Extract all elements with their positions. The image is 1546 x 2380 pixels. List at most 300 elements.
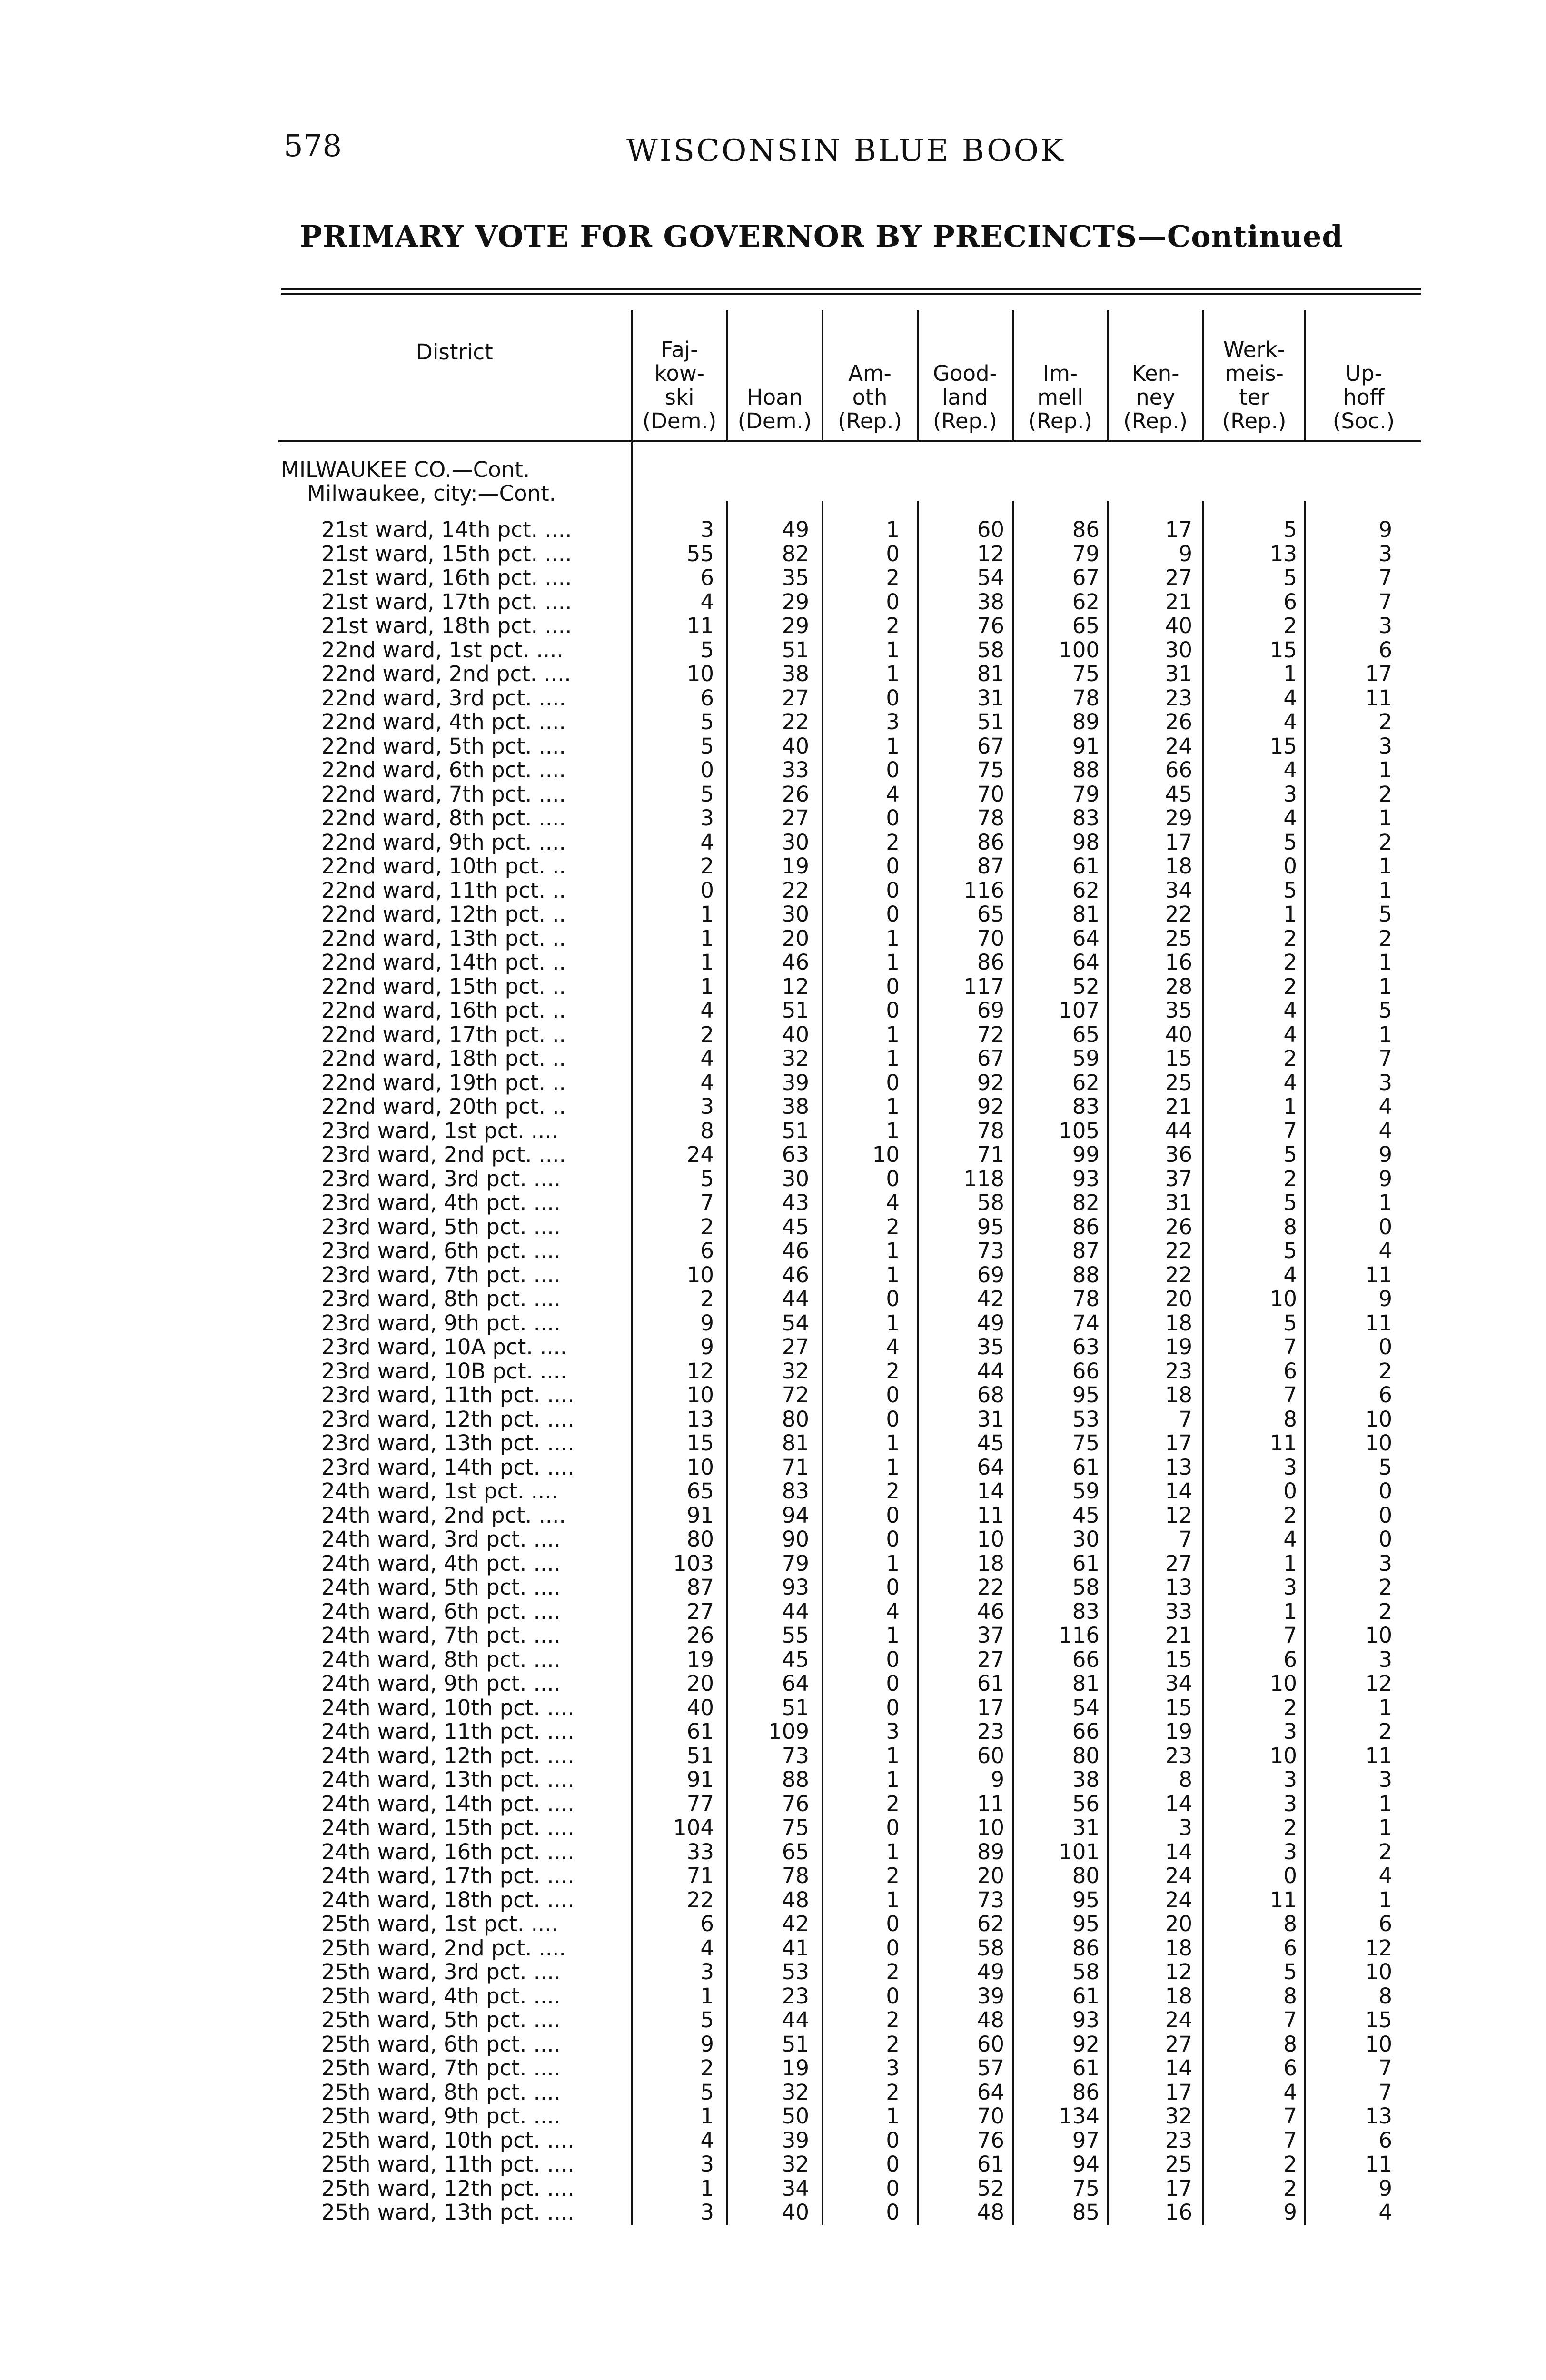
vote-cell-amoth: 1 <box>886 1887 900 1913</box>
vote-cell-werkmeister: 3 <box>1283 1575 1297 1600</box>
vote-cell-kenney: 66 <box>1165 757 1192 783</box>
vote-cell-immell: 62 <box>1072 877 1100 903</box>
vote-cell-werkmeister: 10 <box>1269 1286 1297 1311</box>
vote-cell-kenney: 23 <box>1165 1358 1192 1384</box>
vote-cell-immell: 53 <box>1072 1406 1100 1432</box>
vote-cell-fajkowski: 1 <box>700 2103 714 2129</box>
vote-cell-amoth: 1 <box>886 925 900 951</box>
table-row <box>0 1503 1546 1527</box>
vote-cell-hoan: 32 <box>782 2079 809 2105</box>
vote-cell-fajkowski: 10 <box>686 661 714 686</box>
vote-cell-werkmeister: 4 <box>1283 1070 1297 1095</box>
vote-cell-goodland: 67 <box>977 1046 1004 1071</box>
vote-cell-werkmeister: 5 <box>1283 877 1297 903</box>
vote-cell-goodland: 46 <box>977 1598 1004 1624</box>
table-row <box>0 1190 1546 1215</box>
city-heading: Milwaukee, city:—Cont. <box>307 481 556 506</box>
vote-cell-immell: 95 <box>1072 1382 1100 1408</box>
vote-cell-goodland: 89 <box>977 1839 1004 1864</box>
vote-cell-fajkowski: 0 <box>700 757 714 783</box>
vote-cell-werkmeister: 4 <box>1283 805 1297 831</box>
vote-cell-werkmeister: 2 <box>1283 925 1297 951</box>
district-cell: 21st ward, 18th pct. .... <box>321 613 572 638</box>
vote-cell-kenney: 24 <box>1165 733 1192 759</box>
vote-cell-goodland: 18 <box>977 1550 1004 1576</box>
vote-cell-werkmeister: 0 <box>1283 1863 1297 1888</box>
vote-cell-werkmeister: 7 <box>1283 2103 1297 2129</box>
vote-cell-werkmeister: 1 <box>1283 1598 1297 1624</box>
district-cell: 24th ward, 13th pct. .... <box>321 1767 575 1792</box>
vote-cell-amoth: 0 <box>886 1911 900 1936</box>
running-head: WISCONSIN BLUE BOOK <box>626 133 1065 169</box>
vote-cell-werkmeister: 2 <box>1283 1166 1297 1191</box>
district-cell: 25th ward, 7th pct. .... <box>321 2055 561 2081</box>
column-header-line: ski <box>664 385 694 410</box>
vote-cell-werkmeister: 2 <box>1283 1502 1297 1528</box>
vote-cell-hoan: 71 <box>782 1454 809 1480</box>
vote-cell-goodland: 71 <box>977 1142 1004 1167</box>
vote-cell-amoth: 4 <box>886 1334 900 1359</box>
district-cell: 25th ward, 3rd pct. .... <box>321 1959 561 1984</box>
vote-cell-hoan: 30 <box>782 1166 809 1191</box>
vote-cell-fajkowski: 4 <box>700 998 714 1023</box>
vote-cell-immell: 81 <box>1072 902 1100 927</box>
district-cell: 24th ward, 5th pct. .... <box>321 1575 561 1600</box>
vote-cell-amoth: 1 <box>886 1238 900 1263</box>
vote-cell-fajkowski: 6 <box>700 1238 714 1263</box>
district-cell: 22nd ward, 12th pct. .. <box>321 902 566 927</box>
vote-cell-hoan: 26 <box>782 781 809 807</box>
vote-cell-hoan: 30 <box>782 902 809 927</box>
column-header-line: (Rep.) <box>933 408 997 434</box>
district-cell: 24th ward, 8th pct. .... <box>321 1646 561 1672</box>
vote-cell-hoan: 34 <box>782 2175 809 2201</box>
vote-cell-fajkowski: 2 <box>700 1286 714 1311</box>
vote-cell-immell: 45 <box>1072 1502 1100 1528</box>
vote-cell-goodland: 61 <box>977 1671 1004 1696</box>
vote-cell-immell: 67 <box>1072 565 1100 590</box>
table-row <box>0 1840 1546 1864</box>
vote-cell-kenney: 17 <box>1165 2175 1192 2201</box>
district-cell: 22nd ward, 14th pct. .. <box>321 950 566 975</box>
column-rule-header <box>726 310 728 440</box>
vote-cell-werkmeister: 5 <box>1283 565 1297 590</box>
vote-cell-hoan: 27 <box>782 685 809 711</box>
district-cell: 22nd ward, 17th pct. .. <box>321 1021 566 1047</box>
vote-cell-fajkowski: 61 <box>686 1719 714 1744</box>
table-row <box>0 1455 1546 1479</box>
district-cell: 23rd ward, 9th pct. .... <box>321 1310 561 1336</box>
vote-cell-goodland: 54 <box>977 565 1004 590</box>
vote-cell-werkmeister: 5 <box>1283 1959 1297 1984</box>
table-row <box>0 1647 1546 1672</box>
vote-cell-kenney: 24 <box>1165 1863 1192 1888</box>
table-row <box>0 565 1546 590</box>
district-cell: 22nd ward, 3rd pct. .... <box>321 685 566 711</box>
vote-cell-kenney: 28 <box>1165 973 1192 999</box>
vote-cell-hoan: 51 <box>782 1118 809 1143</box>
vote-cell-goodland: 48 <box>977 2200 1004 2225</box>
vote-cell-fajkowski: 1 <box>700 1983 714 2009</box>
vote-cell-kenney: 3 <box>1179 1815 1192 1840</box>
table-row <box>0 1599 1546 1624</box>
vote-cell-goodland: 73 <box>977 1238 1004 1263</box>
vote-cell-hoan: 88 <box>782 1767 809 1792</box>
vote-cell-immell: 86 <box>1072 1214 1100 1240</box>
vote-cell-werkmeister: 7 <box>1283 2007 1297 2033</box>
vote-cell-kenney: 17 <box>1165 829 1192 855</box>
page-number: 578 <box>284 129 342 164</box>
column-header-line: (Rep.) <box>1222 408 1287 434</box>
table-row <box>0 878 1546 902</box>
table-row <box>0 1335 1546 1359</box>
district-cell: 25th ward, 9th pct. .... <box>321 2103 561 2129</box>
district-cell: 24th ward, 14th pct. .... <box>321 1791 575 1816</box>
vote-cell-goodland: 67 <box>977 733 1004 759</box>
vote-cell-amoth: 0 <box>886 1935 900 1961</box>
table-row <box>0 1888 1546 1912</box>
vote-cell-goodland: 92 <box>977 1094 1004 1119</box>
county-heading: MILWAUKEE CO.—Cont. <box>281 457 530 482</box>
vote-cell-hoan: 40 <box>782 1021 809 1047</box>
vote-cell-hoan: 51 <box>782 637 809 663</box>
district-cell: 24th ward, 6th pct. .... <box>321 1598 561 1624</box>
vote-cell-uphoff: 1 <box>1378 853 1392 879</box>
vote-cell-amoth: 0 <box>886 1695 900 1720</box>
vote-cell-hoan: 73 <box>782 1743 809 1768</box>
vote-cell-amoth: 0 <box>886 805 900 831</box>
vote-cell-amoth: 10 <box>872 1142 900 1167</box>
vote-cell-kenney: 16 <box>1165 950 1192 975</box>
vote-cell-goodland: 38 <box>977 589 1004 615</box>
vote-cell-uphoff: 0 <box>1378 1214 1392 1240</box>
district-cell: 21st ward, 15th pct. .... <box>321 541 572 566</box>
vote-cell-werkmeister: 4 <box>1283 1527 1297 1552</box>
vote-cell-hoan: 22 <box>782 709 809 734</box>
column-header-line: (Soc.) <box>1332 408 1395 434</box>
vote-cell-fajkowski: 104 <box>673 1815 714 1840</box>
table-row <box>0 614 1546 638</box>
column-rule-header <box>1107 310 1109 440</box>
vote-cell-goodland: 20 <box>977 1863 1004 1888</box>
vote-cell-uphoff: 12 <box>1365 1671 1392 1696</box>
district-cell: 25th ward, 8th pct. .... <box>321 2079 561 2105</box>
vote-cell-amoth: 2 <box>886 2031 900 2057</box>
vote-cell-werkmeister: 5 <box>1283 829 1297 855</box>
vote-cell-hoan: 32 <box>782 2152 809 2177</box>
vote-cell-werkmeister: 3 <box>1283 1719 1297 1744</box>
vote-cell-uphoff: 1 <box>1378 1887 1392 1913</box>
vote-cell-kenney: 17 <box>1165 2079 1192 2105</box>
vote-cell-hoan: 53 <box>782 1959 809 1984</box>
vote-cell-uphoff: 7 <box>1378 589 1392 615</box>
vote-cell-uphoff: 9 <box>1378 1166 1392 1191</box>
table-row <box>0 974 1546 999</box>
vote-cell-immell: 85 <box>1072 2200 1100 2225</box>
vote-cell-kenney: 13 <box>1165 1575 1192 1600</box>
vote-cell-kenney: 15 <box>1165 1695 1192 1720</box>
table-row <box>0 1479 1546 1503</box>
column-header-line: Hoan <box>746 385 803 410</box>
column-header-line: ter <box>1239 385 1269 410</box>
vote-cell-fajkowski: 2 <box>700 1214 714 1240</box>
column-header-fajkowski <box>633 338 726 433</box>
vote-cell-kenney: 9 <box>1179 541 1192 566</box>
vote-cell-werkmeister: 10 <box>1269 1743 1297 1768</box>
vote-cell-goodland: 22 <box>977 1575 1004 1600</box>
district-cell: 22nd ward, 19th pct. .. <box>321 1070 566 1095</box>
vote-cell-amoth: 1 <box>886 950 900 975</box>
vote-cell-fajkowski: 4 <box>700 1070 714 1095</box>
top-rule-thick <box>281 288 1421 290</box>
vote-cell-amoth: 4 <box>886 1598 900 1624</box>
vote-cell-goodland: 39 <box>977 1983 1004 2009</box>
table-row <box>0 1239 1546 1263</box>
vote-cell-immell: 82 <box>1072 1190 1100 1215</box>
table-row <box>0 517 1546 542</box>
vote-cell-uphoff: 9 <box>1378 517 1392 542</box>
vote-cell-immell: 86 <box>1072 1935 1100 1961</box>
table-row <box>0 782 1546 806</box>
table-row <box>0 1359 1546 1383</box>
vote-cell-werkmeister: 2 <box>1283 2175 1297 2201</box>
vote-cell-hoan: 49 <box>782 517 809 542</box>
vote-cell-fajkowski: 91 <box>686 1767 714 1792</box>
vote-cell-goodland: 23 <box>977 1719 1004 1744</box>
table-row <box>0 1575 1546 1599</box>
district-cell: 22nd ward, 8th pct. .... <box>321 805 566 831</box>
table-row <box>0 1215 1546 1239</box>
vote-cell-uphoff: 7 <box>1378 565 1392 590</box>
vote-cell-goodland: 31 <box>977 685 1004 711</box>
vote-cell-amoth: 0 <box>886 589 900 615</box>
vote-cell-immell: 62 <box>1072 1070 1100 1095</box>
vote-cell-kenney: 32 <box>1165 2103 1192 2129</box>
district-cell: 25th ward, 12th pct. .... <box>321 2175 575 2201</box>
vote-cell-amoth: 0 <box>886 2127 900 2153</box>
vote-cell-amoth: 1 <box>886 1839 900 1864</box>
vote-cell-immell: 63 <box>1072 1334 1100 1359</box>
vote-cell-werkmeister: 3 <box>1283 1839 1297 1864</box>
vote-cell-fajkowski: 13 <box>686 1406 714 1432</box>
vote-cell-uphoff: 2 <box>1378 709 1392 734</box>
vote-cell-immell: 89 <box>1072 709 1100 734</box>
vote-cell-kenney: 40 <box>1165 613 1192 638</box>
vote-cell-werkmeister: 8 <box>1283 1983 1297 2009</box>
vote-cell-fajkowski: 9 <box>700 1310 714 1336</box>
vote-cell-amoth: 0 <box>886 1646 900 1672</box>
table-row <box>0 710 1546 734</box>
vote-cell-immell: 58 <box>1072 1575 1100 1600</box>
vote-cell-immell: 94 <box>1072 2152 1100 2177</box>
vote-cell-uphoff: 7 <box>1378 2079 1392 2105</box>
vote-cell-uphoff: 1 <box>1378 1791 1392 1816</box>
vote-cell-amoth: 0 <box>886 1983 900 2009</box>
column-header-line: Faj- <box>661 337 698 362</box>
vote-cell-kenney: 19 <box>1165 1719 1192 1744</box>
vote-cell-uphoff: 1 <box>1378 973 1392 999</box>
district-cell: 24th ward, 15th pct. .... <box>321 1815 575 1840</box>
vote-cell-fajkowski: 80 <box>686 1527 714 1552</box>
vote-cell-fajkowski: 40 <box>686 1695 714 1720</box>
table-row <box>0 902 1546 926</box>
vote-cell-kenney: 23 <box>1165 1743 1192 1768</box>
table-row <box>0 1792 1546 1816</box>
vote-cell-immell: 101 <box>1059 1839 1100 1864</box>
vote-cell-hoan: 55 <box>782 1623 809 1648</box>
vote-cell-kenney: 20 <box>1165 1911 1192 1936</box>
district-cell: 22nd ward, 2nd pct. .... <box>321 661 571 686</box>
vote-cell-uphoff: 11 <box>1365 1262 1392 1288</box>
vote-cell-immell: 61 <box>1072 853 1100 879</box>
table-row <box>0 950 1546 974</box>
vote-cell-fajkowski: 5 <box>700 2007 714 2033</box>
district-cell: 25th ward, 1st pct. .... <box>321 1911 558 1936</box>
vote-cell-werkmeister: 2 <box>1283 1695 1297 1720</box>
vote-cell-hoan: 44 <box>782 1598 809 1624</box>
vote-cell-goodland: 81 <box>977 661 1004 686</box>
vote-cell-uphoff: 11 <box>1365 685 1392 711</box>
vote-cell-goodland: 27 <box>977 1646 1004 1672</box>
vote-cell-goodland: 58 <box>977 1190 1004 1215</box>
table-row <box>0 1671 1546 1696</box>
vote-cell-goodland: 48 <box>977 2007 1004 2033</box>
vote-cell-werkmeister: 1 <box>1283 1094 1297 1119</box>
vote-cell-goodland: 86 <box>977 950 1004 975</box>
vote-cell-werkmeister: 5 <box>1283 1238 1297 1263</box>
vote-cell-uphoff: 6 <box>1378 1911 1392 1936</box>
district-cell: 22nd ward, 5th pct. .... <box>321 733 566 759</box>
vote-cell-goodland: 35 <box>977 1334 1004 1359</box>
vote-cell-hoan: 43 <box>782 1190 809 1215</box>
vote-cell-uphoff: 10 <box>1365 1406 1392 1432</box>
vote-cell-amoth: 1 <box>886 1743 900 1768</box>
vote-cell-werkmeister: 7 <box>1283 1334 1297 1359</box>
vote-cell-hoan: 72 <box>782 1382 809 1408</box>
vote-cell-fajkowski: 3 <box>700 1094 714 1119</box>
vote-cell-fajkowski: 55 <box>686 541 714 566</box>
vote-cell-hoan: 83 <box>782 1478 809 1504</box>
vote-cell-uphoff: 2 <box>1378 829 1392 855</box>
vote-cell-goodland: 73 <box>977 1887 1004 1913</box>
district-cell: 22nd ward, 15th pct. .. <box>321 973 566 999</box>
vote-cell-amoth: 0 <box>886 902 900 927</box>
vote-cell-immell: 59 <box>1072 1046 1100 1071</box>
vote-cell-goodland: 12 <box>977 541 1004 566</box>
vote-cell-amoth: 4 <box>886 781 900 807</box>
district-cell: 24th ward, 1st pct. .... <box>321 1478 558 1504</box>
table-row <box>0 1263 1546 1287</box>
vote-cell-amoth: 2 <box>886 2079 900 2105</box>
district-cell: 22nd ward, 1st pct. .... <box>321 637 564 663</box>
vote-cell-fajkowski: 9 <box>700 1334 714 1359</box>
vote-cell-fajkowski: 1 <box>700 973 714 999</box>
vote-cell-fajkowski: 3 <box>700 517 714 542</box>
vote-cell-hoan: 80 <box>782 1406 809 1432</box>
column-header-line: Im- <box>1042 361 1078 386</box>
vote-cell-immell: 95 <box>1072 1911 1100 1936</box>
vote-cell-immell: 86 <box>1072 2079 1100 2105</box>
vote-cell-hoan: 51 <box>782 1695 809 1720</box>
vote-cell-hoan: 42 <box>782 1911 809 1936</box>
column-rule-header <box>822 310 823 440</box>
vote-cell-immell: 116 <box>1059 1623 1100 1648</box>
table-row <box>0 1142 1546 1167</box>
vote-cell-werkmeister: 3 <box>1283 781 1297 807</box>
vote-cell-kenney: 24 <box>1165 2007 1192 2033</box>
vote-cell-fajkowski: 7 <box>700 1190 714 1215</box>
vote-cell-werkmeister: 2 <box>1283 973 1297 999</box>
vote-cell-amoth: 1 <box>886 1310 900 1336</box>
vote-cell-werkmeister: 7 <box>1283 1118 1297 1143</box>
vote-cell-uphoff: 9 <box>1378 2175 1392 2201</box>
vote-cell-kenney: 21 <box>1165 1094 1192 1119</box>
vote-cell-werkmeister: 7 <box>1283 1623 1297 1648</box>
vote-cell-uphoff: 1 <box>1378 1021 1392 1047</box>
vote-cell-immell: 88 <box>1072 1262 1100 1288</box>
vote-cell-immell: 65 <box>1072 613 1100 638</box>
vote-cell-goodland: 70 <box>977 781 1004 807</box>
vote-cell-uphoff: 7 <box>1378 1046 1392 1071</box>
vote-cell-kenney: 14 <box>1165 1839 1192 1864</box>
vote-cell-fajkowski: 6 <box>700 685 714 711</box>
table-row <box>0 2056 1546 2080</box>
vote-cell-uphoff: 1 <box>1378 877 1392 903</box>
vote-cell-hoan: 45 <box>782 1646 809 1672</box>
vote-cell-hoan: 109 <box>768 1719 809 1744</box>
district-cell: 24th ward, 2nd pct. .... <box>321 1502 566 1528</box>
vote-cell-fajkowski: 10 <box>686 1382 714 1408</box>
district-cell: 24th ward, 18th pct. .... <box>321 1887 575 1913</box>
vote-cell-goodland: 64 <box>977 1454 1004 1480</box>
table-row <box>0 686 1546 710</box>
vote-cell-amoth: 0 <box>886 1815 900 1840</box>
table-title: PRIMARY VOTE FOR GOVERNOR BY PRECINCTS—Continued <box>300 219 1343 254</box>
table-row <box>0 926 1546 951</box>
vote-cell-amoth: 0 <box>886 541 900 566</box>
vote-cell-werkmeister: 4 <box>1283 1021 1297 1047</box>
vote-cell-werkmeister: 0 <box>1283 853 1297 879</box>
table-row <box>0 2152 1546 2176</box>
vote-cell-goodland: 60 <box>977 2031 1004 2057</box>
vote-cell-kenney: 31 <box>1165 661 1192 686</box>
vote-cell-werkmeister: 4 <box>1283 709 1297 734</box>
vote-cell-amoth: 1 <box>886 1623 900 1648</box>
vote-cell-kenney: 15 <box>1165 1646 1192 1672</box>
vote-cell-immell: 52 <box>1072 973 1100 999</box>
vote-cell-kenney: 14 <box>1165 1791 1192 1816</box>
table-row <box>0 854 1546 878</box>
vote-cell-immell: 105 <box>1059 1118 1100 1143</box>
vote-cell-hoan: 64 <box>782 1671 809 1696</box>
vote-cell-amoth: 2 <box>886 1959 900 1984</box>
vote-cell-immell: 66 <box>1072 1358 1100 1384</box>
vote-cell-immell: 87 <box>1072 1238 1100 1263</box>
vote-cell-kenney: 12 <box>1165 1959 1192 1984</box>
vote-cell-hoan: 40 <box>782 733 809 759</box>
vote-cell-kenney: 45 <box>1165 781 1192 807</box>
district-cell: 22nd ward, 20th pct. .. <box>321 1094 566 1119</box>
vote-cell-hoan: 38 <box>782 661 809 686</box>
vote-cell-goodland: 68 <box>977 1382 1004 1408</box>
vote-cell-immell: 99 <box>1072 1142 1100 1167</box>
vote-cell-immell: 134 <box>1059 2103 1100 2129</box>
column-header-line: Up- <box>1345 361 1382 386</box>
table-row <box>0 1744 1546 1768</box>
vote-cell-werkmeister: 1 <box>1283 661 1297 686</box>
vote-cell-fajkowski: 20 <box>686 1671 714 1696</box>
district-cell: 25th ward, 6th pct. .... <box>321 2031 561 2057</box>
